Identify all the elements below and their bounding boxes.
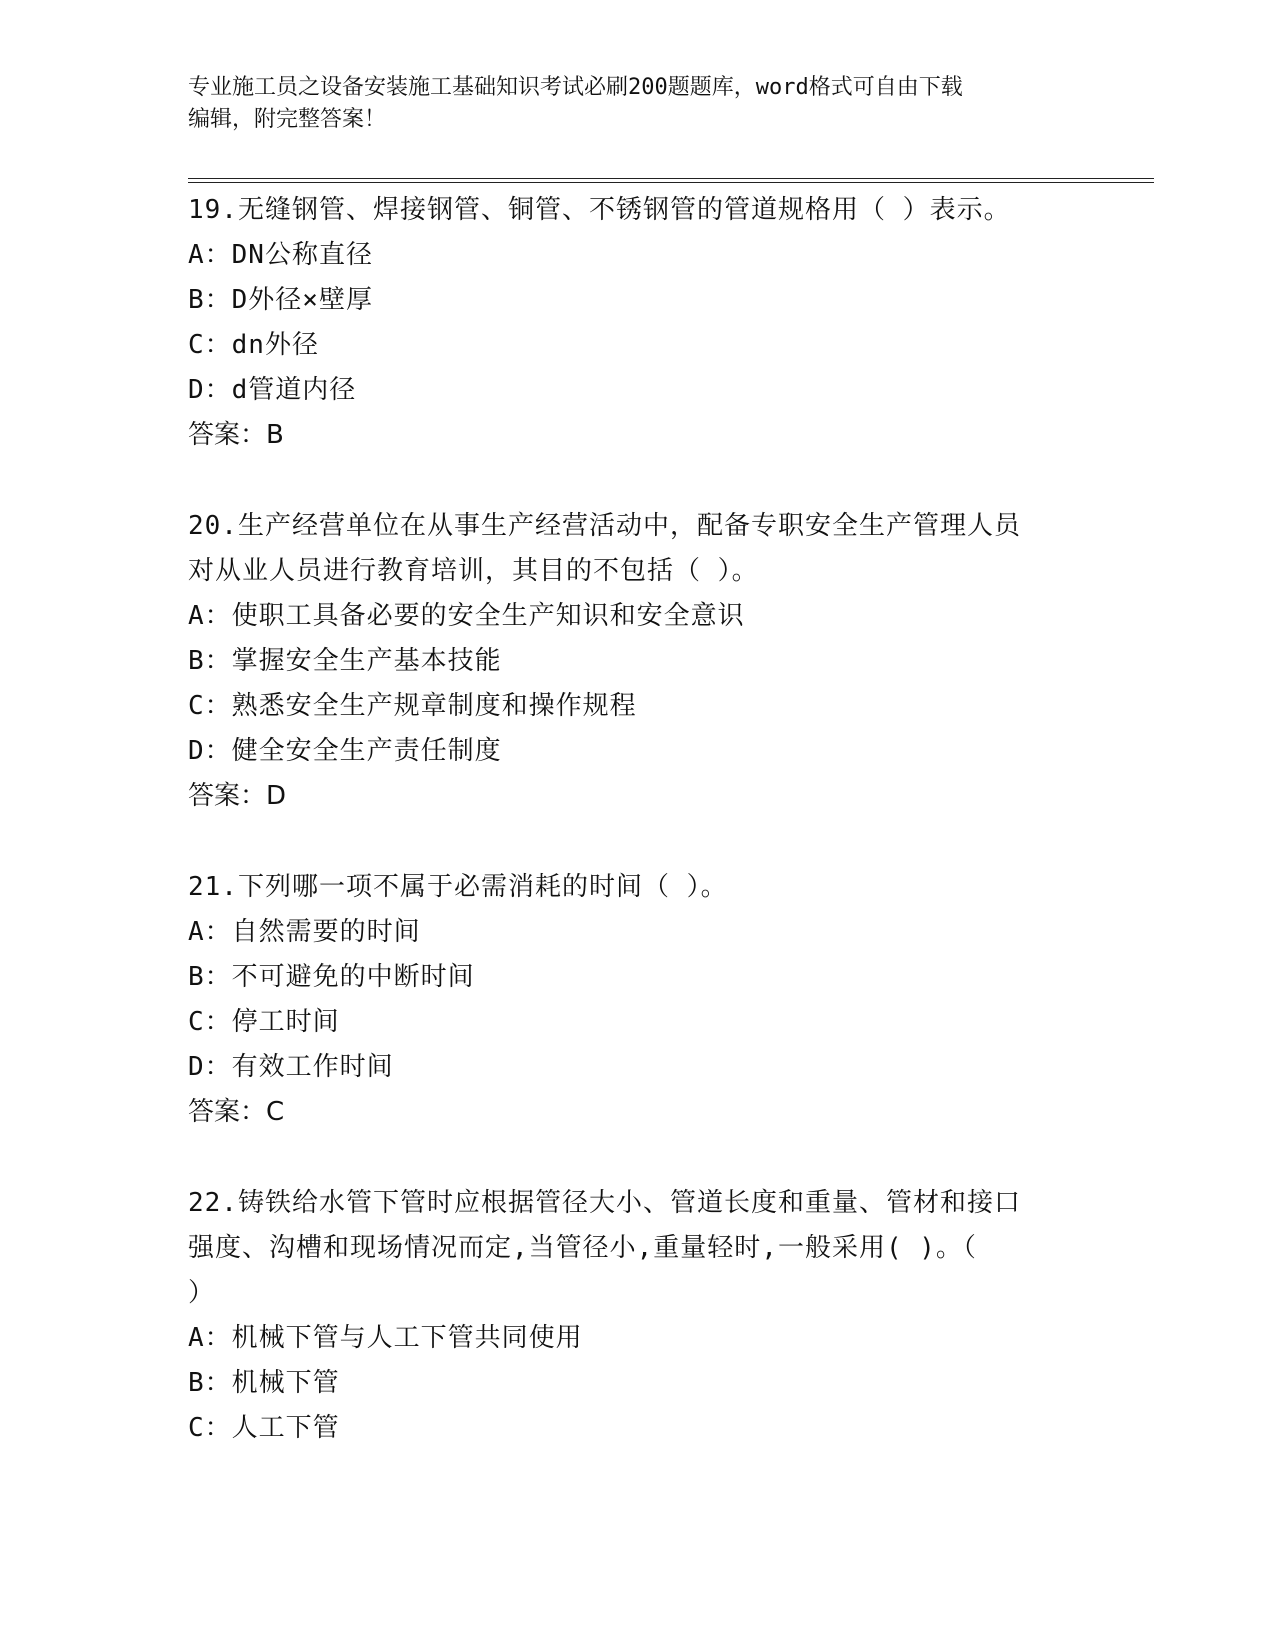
question-21 (188, 865, 1088, 1135)
question-stem: 21.下列哪一项不属于必需消耗的时间（ ）。 (188, 872, 728, 902)
question-19 (188, 188, 1088, 458)
question-list (188, 188, 1088, 1497)
answer-line: 答案：B (188, 420, 284, 450)
question-stem-continued: 对从业人员进行教育培训，其目的不包括（ ）。 (188, 556, 759, 586)
option-c: C：人工下管 (188, 1413, 340, 1443)
question-stem: 19.无缝钢管、焊接钢管、铜管、不锈钢管的管道规格用（ ）表示。 (188, 195, 1011, 225)
option-a: A：使职工具备必要的安全生产知识和安全意识 (188, 601, 745, 631)
header-divider-top (188, 178, 1154, 179)
header-title-line-1: 专业施工员之设备安装施工基础知识考试必刷200题题库，word格式可自由下载 (188, 75, 963, 100)
question-stem: 20.生产经营单位在从事生产经营活动中，配备专职安全生产管理人员 (188, 511, 1021, 541)
option-a: A：自然需要的时间 (188, 917, 421, 947)
option-b: B：不可避免的中断时间 (188, 962, 475, 992)
option-b: B：D外径×壁厚 (188, 285, 373, 315)
option-c: C：停工时间 (188, 1007, 340, 1037)
question-stem: 22.铸铁给水管下管时应根据管径大小、管道长度和重量、管材和接口 (188, 1188, 1021, 1218)
question-stem-continued: ） (188, 1278, 216, 1308)
question-20 (188, 504, 1088, 819)
answer-line: 答案：C (188, 1097, 285, 1127)
option-b: B：掌握安全生产基本技能 (188, 646, 502, 676)
option-a: A：DN公称直径 (188, 240, 373, 270)
option-d: D：d管道内径 (188, 375, 357, 405)
answer-line: 答案：D (188, 781, 287, 811)
document-header (188, 72, 1088, 136)
question-stem-continued: 强度、沟槽和现场情况而定,当管径小,重量轻时,一般采用( )。（ (188, 1233, 977, 1263)
option-c: C：dn外径 (188, 330, 319, 360)
option-b: B：机械下管 (188, 1368, 340, 1398)
header-title-line-2: 编辑，附完整答案！ (188, 107, 387, 132)
question-22 (188, 1181, 1088, 1451)
option-a: A：机械下管与人工下管共同使用 (188, 1323, 583, 1353)
header-divider-bottom (188, 182, 1154, 183)
option-d: D：有效工作时间 (188, 1052, 394, 1082)
option-c: C：熟悉安全生产规章制度和操作规程 (188, 691, 637, 721)
option-d: D：健全安全生产责任制度 (188, 736, 502, 766)
